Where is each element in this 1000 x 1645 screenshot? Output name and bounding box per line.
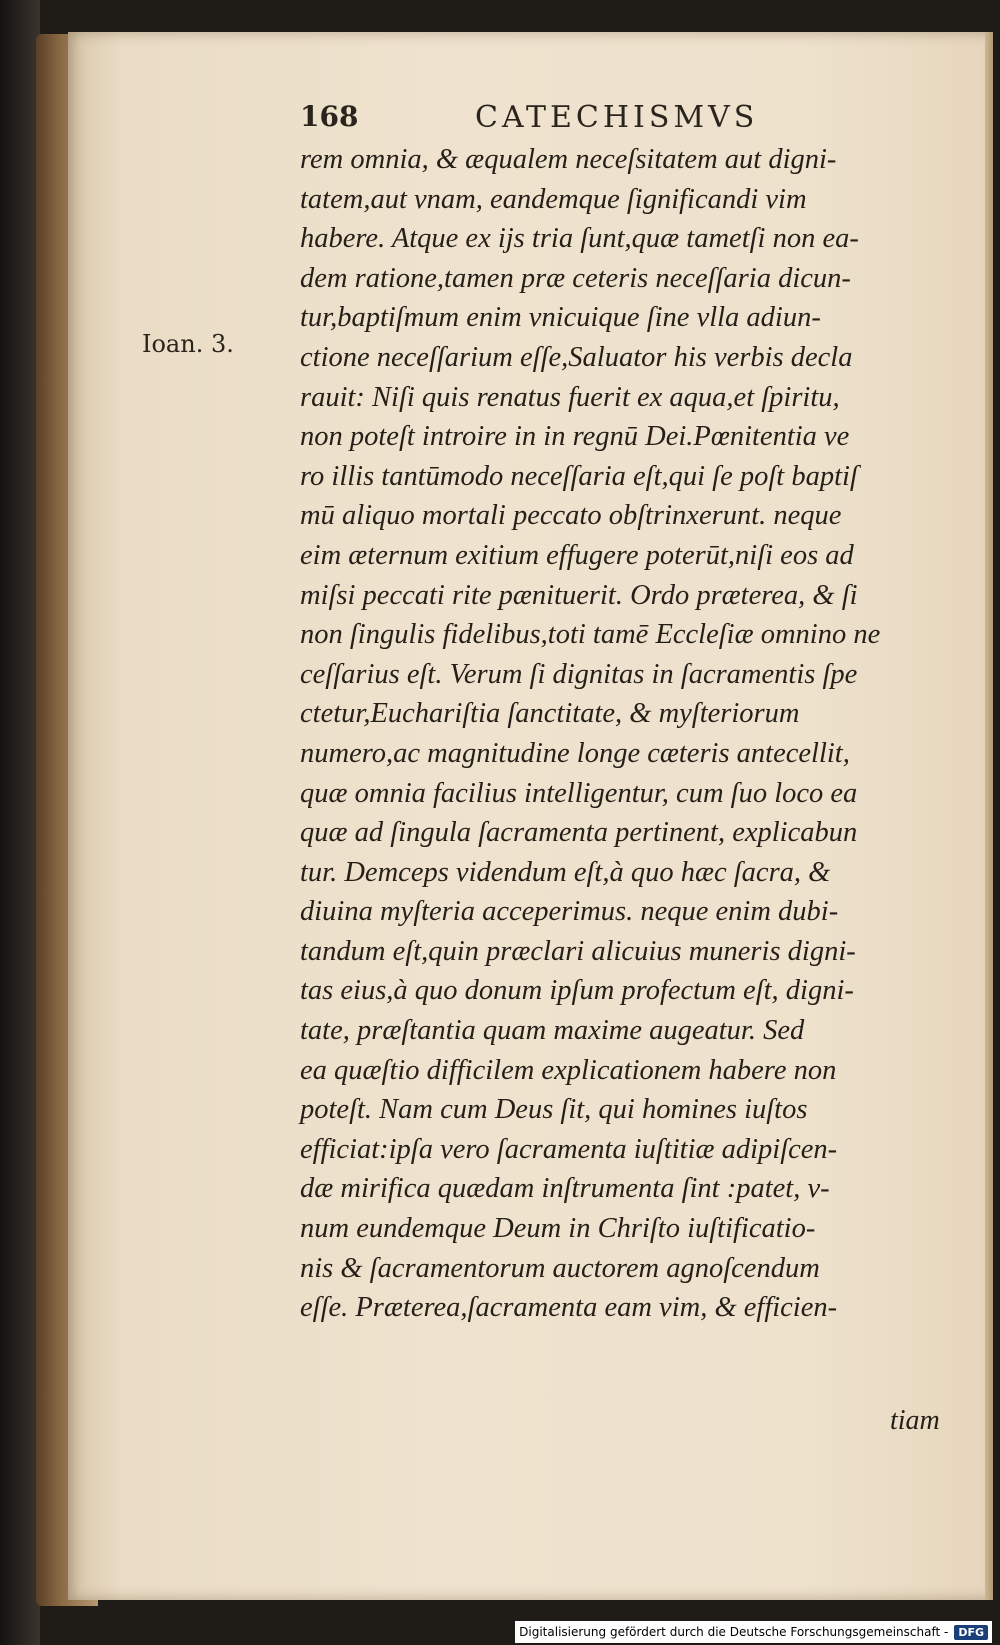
text-line: ctetur,Euchariſtia ſanctitate, & myſteriorum <box>300 698 800 730</box>
text-line: quæ omnia facilius intelligentur, cum ſuo loco ea <box>300 777 858 809</box>
running-head <box>300 100 780 140</box>
text-line: non ſingulis fidelibus,toti tamē Eccleſiæ omnino ne <box>300 619 881 651</box>
text-line: ctione neceſſarium eſſe,Saluator his verbis decla <box>300 341 853 373</box>
text-line: tatem,aut vnam, eandemque ſignificandi vim <box>300 183 807 215</box>
text-line: quæ ad ſingula ſacramenta pertinent, explicabun <box>300 817 858 849</box>
book-board-left <box>0 0 40 1645</box>
text-line: dæ mirifica quædam inſtrumenta ſint :patet, v- <box>300 1173 830 1205</box>
text-line: diuina myſteria acceperimus. neque enim dubi- <box>300 896 839 928</box>
text-line: nis & ſacramentorum auctorem agnoſcendum <box>300 1252 820 1284</box>
running-title: CATECHISMVS <box>475 100 759 135</box>
text-line: mū aliquo mortali peccato obſtrinxerunt. neque <box>300 500 842 532</box>
text-line: rem omnia, & æqualem neceſsitatem aut digni- <box>300 144 837 175</box>
page-number: 168 <box>300 100 359 133</box>
text-line: tur,baptiſmum enim vnicuique ſine vlla adiun- <box>300 302 821 334</box>
footer-text: Digitalisierung gefördert durch die Deutsche Forschungsgemeinschaft - <box>519 1625 949 1639</box>
text-line: habere. Atque ex ijs tria ſunt,quæ tametſi non ea- <box>300 223 859 255</box>
dfg-logo-icon: DFG <box>954 1625 988 1640</box>
text-line: ceſſarius eſt. Verum ſi dignitas in ſacramentis ſpe <box>300 658 858 690</box>
footer-credit <box>515 1621 992 1643</box>
text-line: ro illis tantūmodo neceſſaria eſt,qui ſe poſt baptiſ <box>300 460 858 492</box>
text-line: dem ratione,tamen præ ceteris neceſſaria dicun- <box>300 262 851 294</box>
catchword: tiam <box>890 1405 940 1436</box>
text-line: eſſe. Præterea,ſacramenta eam vim, & efficien- <box>300 1292 838 1324</box>
body-text <box>300 140 970 1328</box>
text-line: tandum eſt,quin præclari alicuius muneris digni- <box>300 935 856 967</box>
text-line: numero,ac magnitudine longe cæteris antecellit, <box>300 737 850 769</box>
page-edge <box>985 32 993 1600</box>
text-line: tas eius,à quo donum ipſum profectum eſt, digni- <box>300 975 854 1007</box>
marginal-note: Ioan. 3. <box>142 330 234 358</box>
text-line: ea quæſtio difficilem explicationem habere non <box>300 1054 837 1086</box>
text-line: poteſt. Nam cum Deus ſit, qui homines iuſtos <box>300 1094 808 1126</box>
text-line: efficiat:ipſa vero ſacramenta iuſtitiæ adipiſcen- <box>300 1133 838 1165</box>
text-line: num eundemque Deum in Chriſto iuſtificatio- <box>300 1213 816 1245</box>
text-line: non poteſt introire in in regnū Dei.Pœnitentia ve <box>300 421 850 453</box>
text-line: rauit: Niſi quis renatus fuerit ex aqua,et ſpiritu, <box>300 381 840 413</box>
text-line: tate, præſtantia quam maxime augeatur. Sed <box>300 1015 805 1047</box>
text-line: miſsi peccati rite pænituerit. Ordo præterea, & ſi <box>300 579 858 611</box>
text-line: eim æternum exitium effugere poterūt,niſi eos ad <box>300 539 854 571</box>
text-line: tur. Demceps videndum eſt,à quo hæc ſacra, & <box>300 856 831 888</box>
